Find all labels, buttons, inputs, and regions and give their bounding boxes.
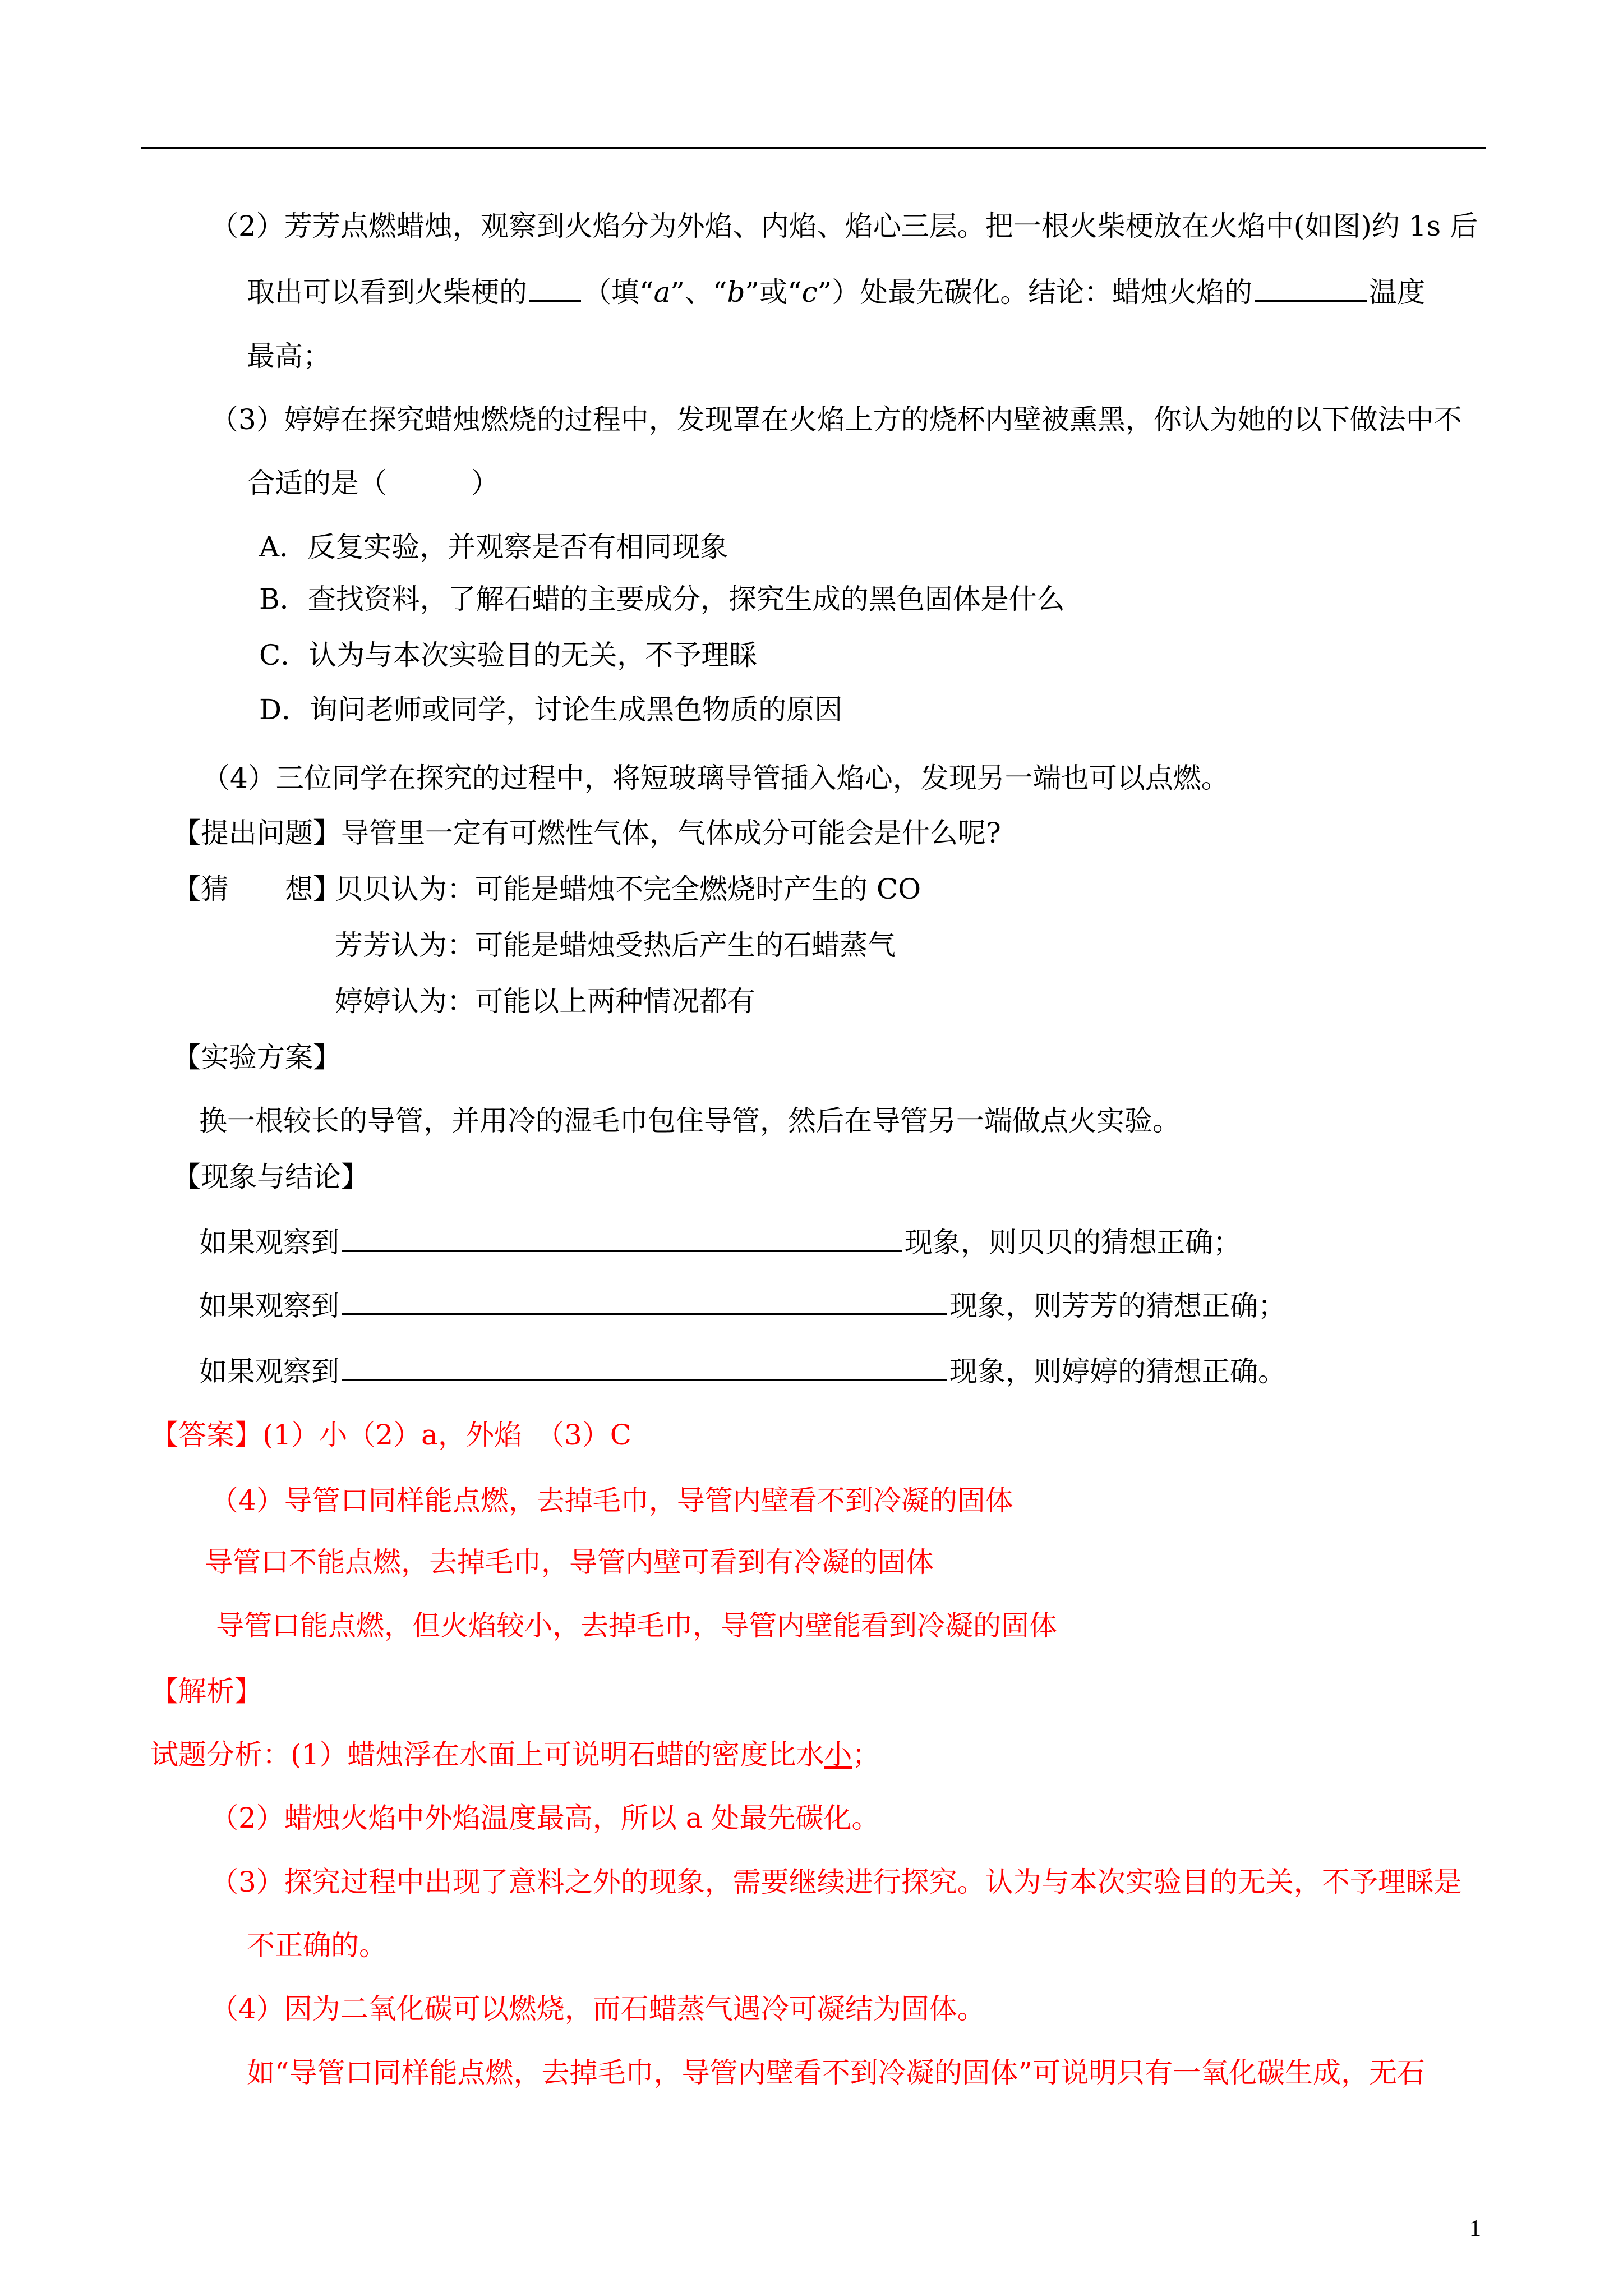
q3-option-d: D．询问老师或同学，讨论生成黑色物质的原因 [259, 693, 843, 726]
header-rule [141, 147, 1486, 149]
q4-result-label: 【现象与结论】 [173, 1161, 369, 1193]
analysis-line3: （3）探究过程中出现了意料之外的现象，需要继续进行探究。认为与本次实验目的无关，不予理睬是 [210, 1866, 1462, 1898]
q3-option-b: B．查找资料，了解石蜡的主要成分，探究生成的黑色固体是什么 [259, 583, 1065, 615]
analysis-line2: （2）蜡烛火焰中外焰温度最高，所以 a 处最先碳化。 [210, 1802, 880, 1834]
fill-blank[interactable] [529, 275, 581, 302]
q4-question: 【提出问题】导管里一定有可燃性气体，气体成分可能会是什么呢? [173, 817, 1001, 849]
q3-line1: （3）婷婷在探究蜡烛燃烧的过程中，发现罩在火焰上方的烧杯内壁被熏黑，你认为她的以下做法中不 [210, 403, 1462, 436]
answer-line2: （4）导管口同样能点燃，去掉毛巾，导管内壁看不到冷凝的固体 [210, 1484, 1013, 1517]
analysis-line4: 不正确的。 [247, 1929, 387, 1962]
analysis-line6: 如“导管口同样能点燃，去掉毛巾，导管内壁看不到冷凝的固体”可说明只有一氧化碳生成，无石 [247, 2056, 1426, 2089]
answer-line4: 导管口能点燃，但火焰较小，去掉毛巾，导管内壁能看到冷凝的固体 [216, 1609, 1057, 1642]
q4-guess-3: 婷婷认为：可能以上两种情况都有 [335, 985, 755, 1018]
analysis-line5: （4）因为二氧化碳可以燃烧，而石蜡蒸气遇冷可凝结为固体。 [210, 1993, 985, 2025]
q4-guess-1: 贝贝认为：可能是蜡烛不完全燃烧时产生的 CO [335, 873, 921, 905]
page-number: 1 [1469, 2216, 1481, 2242]
fill-blank[interactable] [1255, 275, 1367, 302]
q3-option-a: A．反复实验，并观察是否有相同现象 [259, 531, 728, 563]
q4-guess-2: 芳芳认为：可能是蜡烛受热后产生的石蜡蒸气 [335, 929, 896, 961]
q4-plan: 换一根较长的导管，并用冷的湿毛巾包住导管，然后在导管另一端做点火实验。 [199, 1105, 1181, 1137]
fill-blank[interactable] [342, 1354, 947, 1381]
q3-option-c: C．认为与本次实验目的无关，不予理睬 [259, 639, 758, 671]
q4-result-3: 如果观察到 现象，则婷婷的猜想正确。 [199, 1355, 1286, 1388]
q4-plan-label: 【实验方案】 [173, 1041, 341, 1074]
q2-line3: 最高； [247, 340, 331, 372]
q2-line1: （2）芳芳点燃蜡烛，观察到火焰分为外焰、内焰、焰心三层。把一根火柴梗放在火焰中(如图)约 1s 后 [210, 210, 1478, 242]
analysis-label: 【解析】 [150, 1675, 262, 1708]
answer-line3: 导管口不能点燃，去掉毛巾，导管内壁可看到有冷凝的固体 [205, 1546, 934, 1579]
q2-line2: 取出可以看到火柴梗的 （填“a”、“b”或“c”）处最先碳化。结论：蜡烛火焰的 温度 [247, 276, 1426, 309]
q4-result-1: 如果观察到 现象，则贝贝的猜想正确； [199, 1226, 1241, 1259]
q4-guess-label: 【猜 想】 [173, 873, 341, 905]
q4-result-2: 如果观察到 现象，则芳芳的猜想正确； [199, 1290, 1286, 1322]
q4-intro: （4）三位同学在探究的过程中，将短玻璃导管插入焰心，发现另一端也可以点燃。 [202, 762, 1229, 794]
analysis-line1: 试题分析：(1）蜡烛浮在水面上可说明石蜡的密度比水小； [150, 1738, 880, 1771]
fill-blank[interactable] [342, 1289, 947, 1315]
answer-line1: 【答案】(1）小（2）a，外焰 （3）C [150, 1419, 632, 1451]
q3-line2: 合适的是（ ） [247, 467, 499, 499]
fill-blank[interactable] [342, 1225, 902, 1252]
